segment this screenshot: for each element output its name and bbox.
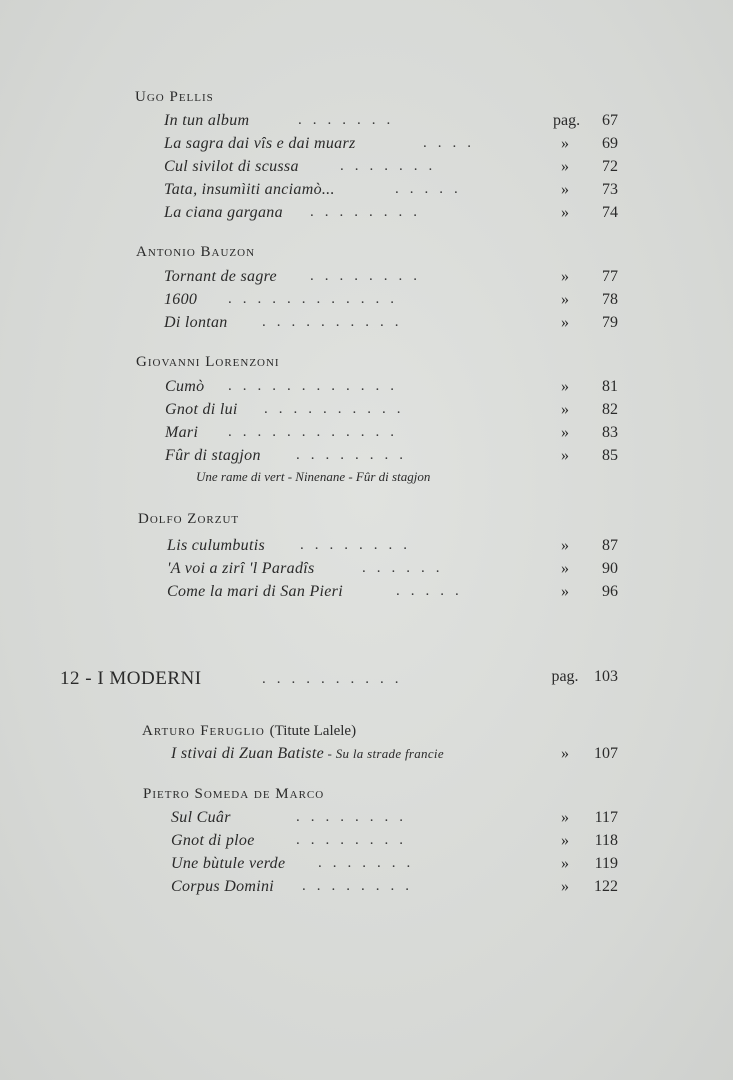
leader-dots: ...... — [362, 560, 451, 576]
toc-entry[interactable] — [0, 424, 733, 447]
page-number: 87 — [602, 537, 618, 554]
page-marker: » — [561, 809, 569, 826]
entry-title: 'A voi a zirî 'l Paradîs — [167, 560, 315, 577]
toc-entry[interactable] — [0, 447, 733, 470]
toc-entry[interactable] — [0, 268, 733, 291]
page-number: 72 — [602, 158, 618, 175]
page-marker: » — [561, 745, 569, 762]
page-number: 103 — [594, 668, 618, 685]
page-marker: » — [561, 135, 569, 152]
toc-entry[interactable] — [0, 135, 733, 158]
page-number: 83 — [602, 424, 618, 441]
page-number: 74 — [602, 204, 618, 221]
entry-title: Gnot di ploe — [171, 832, 255, 849]
page-number: 79 — [602, 314, 618, 331]
toc-entry[interactable] — [0, 745, 733, 768]
page-marker: » — [561, 268, 569, 285]
page-marker: » — [561, 560, 569, 577]
entry-title: Tornant de sagre — [164, 268, 277, 285]
page-marker: » — [561, 832, 569, 849]
page-marker: » — [561, 378, 569, 395]
leader-dots: ....... — [298, 112, 402, 128]
leader-dots: ............ — [228, 291, 405, 307]
page-number: 69 — [602, 135, 618, 152]
entry-title: Come la mari di San Pieri — [167, 583, 343, 600]
entry-title: Cumò — [165, 378, 205, 395]
toc-entry[interactable] — [0, 291, 733, 314]
page-number: 82 — [602, 401, 618, 418]
author-alias: (Titute Lalele) — [269, 723, 357, 739]
leader-dots: ....... — [318, 855, 422, 871]
page-number: 122 — [594, 878, 618, 895]
page-number: 117 — [594, 809, 618, 826]
page-marker: pag. — [553, 112, 581, 129]
toc-entry[interactable] — [0, 832, 733, 855]
author-heading: Ugo Pellis — [135, 89, 214, 105]
entry-subtitle: Une rame di vert - Ninenane - Fûr di stagjon — [196, 469, 431, 484]
leader-dots: ........ — [302, 878, 420, 894]
toc-entry[interactable] — [0, 401, 733, 424]
page-marker: » — [561, 537, 569, 554]
page-marker: » — [561, 424, 569, 441]
leader-dots: ........ — [296, 809, 414, 825]
toc-entry[interactable] — [0, 560, 733, 583]
toc-entry[interactable] — [0, 158, 733, 181]
entry-title: Mari — [165, 424, 199, 441]
author-heading: Dolfo Zorzut — [138, 511, 240, 527]
page-marker: » — [561, 291, 569, 308]
toc-entry[interactable] — [0, 855, 733, 878]
toc-entry[interactable] — [0, 809, 733, 832]
entry-title: Fûr di stagjon — [165, 447, 261, 464]
leader-dots: .......... — [262, 671, 410, 687]
leader-dots: ........ — [310, 268, 428, 284]
toc-entry[interactable] — [0, 378, 733, 401]
page-marker: pag. — [551, 668, 579, 685]
leader-dots: ............ — [228, 378, 405, 394]
page-number: 67 — [602, 112, 618, 129]
leader-dots: .......... — [262, 314, 410, 330]
chapter-entry[interactable] — [0, 668, 733, 698]
entry-title — [171, 745, 444, 763]
toc-entry[interactable] — [0, 112, 733, 135]
entry-title: Sul Cuâr — [171, 809, 231, 826]
entry-title: La sagra dai vîs e dai muarz — [164, 135, 356, 152]
page-number: 119 — [594, 855, 618, 872]
page-number: 77 — [602, 268, 618, 285]
entry-title: 1600 — [164, 291, 198, 308]
page-number: 107 — [594, 745, 618, 762]
page-marker: » — [561, 855, 569, 872]
page-number: 96 — [602, 583, 618, 600]
entry-title-second: Su la strade francie — [335, 746, 444, 761]
entry-title: Di lontan — [164, 314, 228, 331]
leader-dots: ........ — [300, 537, 418, 553]
page-number: 73 — [602, 181, 618, 198]
page-marker: » — [561, 583, 569, 600]
entry-title: Corpus Domini — [171, 878, 275, 895]
page-marker: » — [561, 158, 569, 175]
leader-dots: .......... — [264, 401, 412, 417]
author-heading: Antonio Bauzon — [136, 244, 256, 260]
leader-dots: ....... — [340, 158, 444, 174]
leader-dots: ..... — [396, 583, 470, 599]
leader-dots: ............ — [228, 424, 405, 440]
page-marker: » — [561, 181, 569, 198]
toc-entry[interactable] — [0, 878, 733, 901]
page-marker: » — [561, 878, 569, 895]
toc-entry[interactable] — [0, 204, 733, 227]
toc-entry[interactable] — [0, 314, 733, 337]
page-number: 118 — [594, 832, 618, 849]
leader-dots: ........ — [296, 832, 414, 848]
leader-dots: ..... — [395, 181, 469, 197]
page-number: 78 — [602, 291, 618, 308]
leader-dots: ........ — [296, 447, 414, 463]
author-name: Arturo Feruglio — [142, 723, 265, 739]
entry-title: La ciana gargana — [164, 204, 283, 221]
page-number: 81 — [602, 378, 618, 395]
toc-entry[interactable] — [0, 583, 733, 606]
author-heading: Pietro Someda de Marco — [143, 786, 325, 802]
page-marker: » — [561, 401, 569, 418]
chapter-title: 12 - I MODERNI — [60, 668, 202, 689]
page-marker: » — [561, 314, 569, 331]
page-number: 90 — [602, 560, 618, 577]
page-marker: » — [561, 447, 569, 464]
entry-title: Lis culumbutis — [167, 537, 265, 554]
toc-entry[interactable] — [0, 181, 733, 204]
toc-entry[interactable] — [0, 537, 733, 560]
leader-dots: .... — [423, 135, 482, 151]
entry-title: Une bùtule verde — [171, 855, 286, 872]
entry-title: Gnot di lui — [165, 401, 238, 418]
page-number: 85 — [602, 447, 618, 464]
leader-dots: ........ — [310, 204, 428, 220]
entry-title: Tata, insumìiti anciamò... — [164, 181, 335, 198]
author-heading — [142, 723, 356, 740]
entry-title: In tun album — [164, 112, 250, 129]
entry-title-main: I stivai di Zuan Batiste — [171, 745, 324, 762]
entry-title: Cul sivilot di scussa — [164, 158, 299, 175]
title-separator: - — [323, 746, 336, 761]
page-marker: » — [561, 204, 569, 221]
author-heading: Giovanni Lorenzoni — [136, 354, 280, 370]
